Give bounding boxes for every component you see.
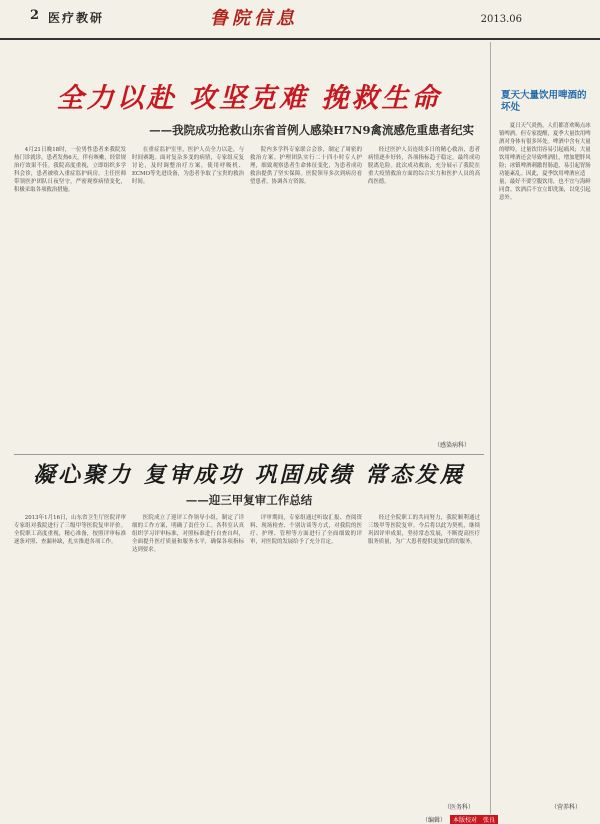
- article1-para-1: 4月21日晚18时，一位男性患者来我院发热门诊就诊，患者发热6天，伴有咳嗽，经常规治疗效果不佳。我院高度重视，立即组织多学科会诊，患者被收入重症监护病房。主任医师带领医护团队日夜坚守，严密观察病情变化，积极采取各项救治措施。: [14, 147, 126, 193]
- article2-column-1: [14, 514, 126, 809]
- sidebar-body: [499, 122, 591, 812]
- sidebar-paragraph: 夏日天气炎热，人们都喜欢喝点冰镇啤酒。但专家提醒，夏季大量饮用啤酒对身体有很多坏处。啤酒中含有大量的嘌呤，过量饮用容易引起痛风；大量饮用啤酒还会导致啤酒肚，增加肥胖风险；冰镇啤酒刺激胃肠道，易引起胃肠功能紊乱。因此，夏季饮用啤酒应适量，最好不要空腹饮用，也不宜与海鲜同食。饮酒后不宜立即洗澡，以免引起意外。: [499, 123, 591, 201]
- main-content: [14, 42, 484, 814]
- article2-column-2: [132, 514, 244, 809]
- footer-editor: [422, 815, 498, 824]
- issue-date: 2013.06: [480, 14, 522, 25]
- page-header: [0, 0, 600, 40]
- article2-author: （医务科）: [444, 804, 475, 811]
- article2-column-4: [368, 514, 480, 799]
- page-number: 2: [30, 8, 40, 23]
- article2-para-2: 医院成立了迎评工作领导小组，制定了详细的工作方案，明确了责任分工。各科室认真组织学习评审标准，对照标准进行自查自纠，全面提升医疗质量和服务水平，确保各项指标达到要求。: [132, 515, 244, 553]
- article2-headline: 凝心聚力 复审成功 巩固成绩 常态发展: [33, 462, 465, 488]
- article1-byline: （感染病科）: [434, 442, 471, 449]
- editor-label: （编辑）: [422, 817, 447, 824]
- article2-subhead: ——迎三甲复审工作总结: [185, 493, 313, 507]
- article1-headline: 全力以赴 攻坚克难 挽救生命: [56, 83, 442, 114]
- section-divider: [14, 454, 484, 455]
- article1-para-3: 院内多学科专家联合会诊，制定了周密的救治方案。护理团队实行二十四小时专人护理，细致观察患者生命体征变化，为患者成功救治提供了坚实保障。医院领导多次到病房看望患者，协调各方资源。: [250, 147, 362, 185]
- section-name: 医疗教研: [48, 11, 105, 25]
- proofreader-box: 本版校对 张良: [450, 815, 498, 824]
- article2-para-4: 经过全院职工的共同努力，我院顺利通过三级甲等医院复审。今后将以此为契机，继续巩固评审成果，坚持常态发展，不断提高医疗服务质量，为广大患者提供更加优质的服务。: [368, 515, 480, 545]
- article1-subhead: ——我院成功抢救山东省首例人感染H7N9禽流感危重患者纪实: [149, 123, 474, 137]
- article1-column-1: [14, 146, 126, 446]
- article1-column-3: [250, 146, 362, 446]
- article1-para-4: 经过医护人员连续多日的精心救治，患者病情逐步好转，各项指标趋于稳定，最终成功脱离危险。此次成功救治，充分展示了我院在重大疫情救治方面的综合实力和医护人员的高尚医德。: [368, 147, 480, 185]
- article1-column-2: [132, 146, 244, 446]
- article1-para-2: 在重症监护室里，医护人员全力以赴，与时间赛跑。面对复杂多变的病情，专家组反复讨论，及时调整治疗方案，使用呼吸机、ECMO等先进设备，为患者争取了宝贵的救治时间。: [132, 147, 244, 185]
- article2-para-3: 评审期间，专家组通过听取汇报、查阅资料、现场检查、个别访谈等方式，对我院的医疗、护理、管理等方面进行了全面细致的评审，对医院的发展给予了充分肯定。: [250, 515, 362, 545]
- masthead: 鲁院信息: [210, 8, 298, 29]
- article2-para-1: 2013年1月16日，山东省卫生厅医院评审专家组对我院进行了三级甲等医院复审评价。全院职工高度重视，精心准备，按照评审标准逐条对照、查漏补缺，扎实推进各项工作。: [14, 515, 126, 545]
- sidebar-author: （营养科）: [551, 804, 582, 811]
- article2-column-3: [250, 514, 362, 809]
- sidebar-title: 夏天大量饮用啤酒的坏处: [501, 90, 587, 113]
- sidebar: [490, 42, 595, 814]
- article1-column-4: [368, 146, 480, 436]
